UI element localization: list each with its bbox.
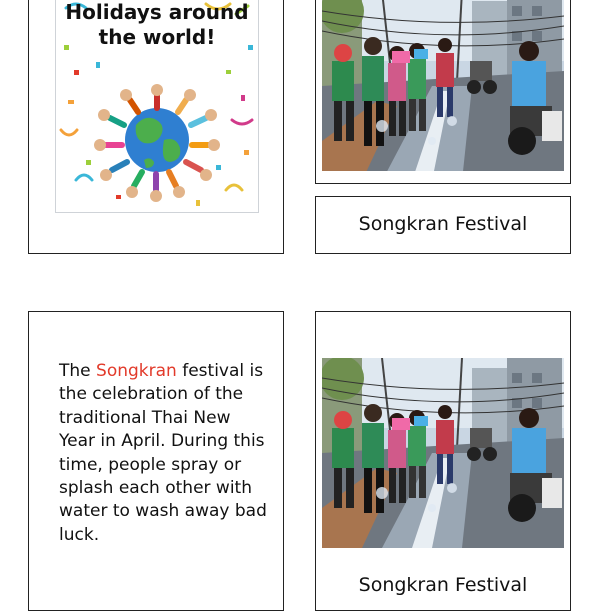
description-card [28, 311, 284, 611]
description-text: The Songkran festival is the celebration of the traditional Thai New Year in April. During this time, people spray or splash each other with water to wash away bad luck. [59, 361, 267, 545]
poster-title: Holidays around the world! [65, 0, 249, 49]
photo-card-bottom [315, 311, 571, 611]
songkran-photo [322, 0, 564, 171]
label-card-top [315, 196, 571, 254]
highlight-word: Songkran [96, 361, 177, 381]
photo-label: Songkran Festival [358, 213, 528, 235]
cover-card [28, 0, 284, 254]
photo-label: Songkran Festival [358, 574, 528, 596]
photo-card-top [315, 0, 571, 184]
songkran-photo [322, 358, 564, 548]
holiday-poster [55, 0, 259, 213]
